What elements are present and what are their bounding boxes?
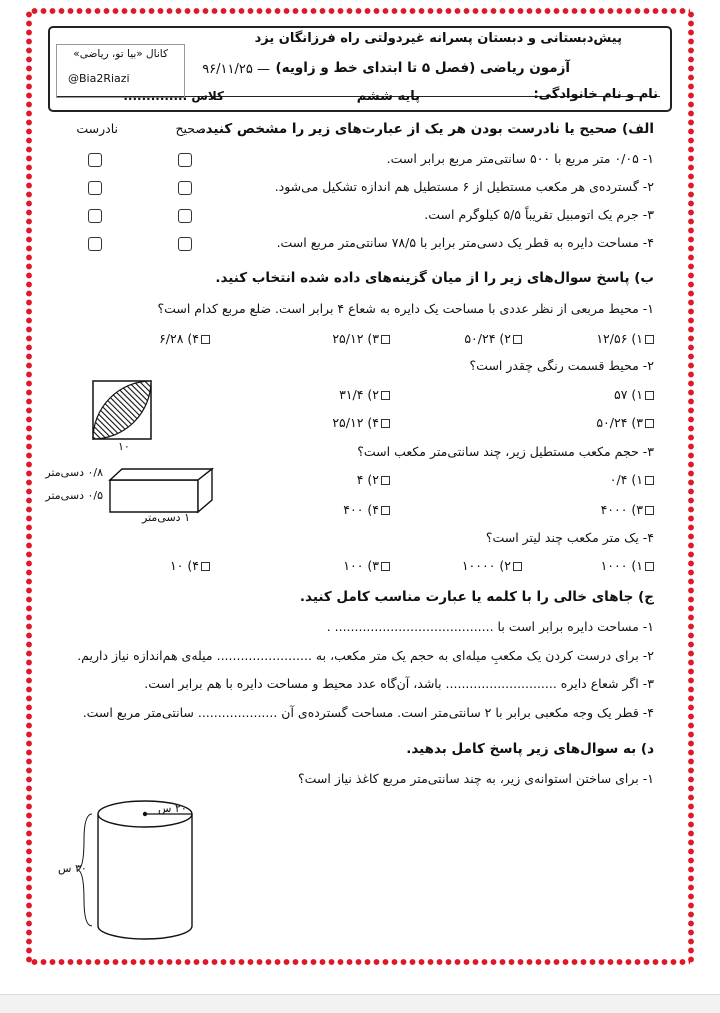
b-q4-text: ۴- یک متر مکعب چند لیتر است؟ xyxy=(485,530,654,545)
left-dot-border xyxy=(24,10,34,965)
option-text: ۳) ۱۰۰ xyxy=(343,558,379,573)
cylinder-height-label: ۳۰ س xyxy=(58,862,87,875)
option-text: ۴) ۴۰۰ xyxy=(343,502,379,517)
option-box[interactable] xyxy=(381,562,390,571)
b-q4-option-3[interactable] xyxy=(343,558,390,573)
b-q2-option-1[interactable] xyxy=(614,387,654,402)
b-q2-option-2[interactable] xyxy=(339,387,390,402)
b-q4-option-2[interactable] xyxy=(462,558,522,573)
a-item-1: ۱- ۰/۰۵ متر مربع با ۵۰۰ سانتی‌متر مربع برابر است. xyxy=(386,151,654,166)
channel-handle: @Bia2Riazi xyxy=(68,72,130,85)
option-text: ۳) ۵۰/۲۴ xyxy=(596,415,643,430)
cylinder-figure xyxy=(76,800,202,950)
a-item-4: ۴- مساحت دایره به قطر یک دسی‌متر برابر با ۷۸/۵ سانتی‌متر مربع است. xyxy=(276,235,654,250)
option-text: ۱) ۱۲/۵۶ xyxy=(596,331,643,346)
cuboid-length-label: ۱ دسی‌متر xyxy=(142,511,190,524)
option-text: ۳) ۲۵/۱۲ xyxy=(332,331,379,346)
a3-false-checkbox[interactable] xyxy=(88,209,102,223)
b-q2-option-3[interactable] xyxy=(596,415,654,430)
d-q1-text: ۱- برای ساختن استوانه‌ی زیر، به چند سانتی‌متر مربع کاغذ نیاز است؟ xyxy=(297,771,654,786)
lens-side-label: ۱۰ xyxy=(118,440,130,453)
option-box[interactable] xyxy=(645,476,654,485)
b-q1-text: ۱- محیط مربعی از نظر عددی با مساحت یک دایره به شعاع ۴ برابر است. ضلع مربع کدام است؟ xyxy=(157,301,654,316)
exam-title: آزمون ریاضی (فصل ۵ تا ابتدای خط و زاویه) xyxy=(275,60,570,76)
option-box[interactable] xyxy=(381,335,390,344)
a-item-3: ۳- جرم یک اتومبیل تقریباً ۵/۵ کیلوگرم است. xyxy=(424,207,654,222)
cylinder-radius-label: ۲۰ س xyxy=(158,802,187,815)
option-box[interactable] xyxy=(381,391,390,400)
option-box[interactable] xyxy=(381,419,390,428)
b-q3-option-4[interactable] xyxy=(343,502,390,517)
c-item-1: ۱- مساحت دایره برابر است با ........................................ . xyxy=(326,619,654,634)
a2-true-checkbox[interactable] xyxy=(178,181,192,195)
section-d-title: د) به سوال‌های زیر پاسخ کامل بدهید. xyxy=(406,741,654,757)
option-text: ۴) ۱۰ xyxy=(169,558,199,573)
cuboid-depth-label: ۰/۵ دسی‌متر xyxy=(45,489,103,502)
option-text: ۲) ۱۰۰۰۰ xyxy=(461,558,511,573)
b-q1-option-4[interactable] xyxy=(159,331,210,346)
option-box[interactable] xyxy=(381,476,390,485)
option-box[interactable] xyxy=(513,562,522,571)
option-text: ۲) ۳۱/۴ xyxy=(339,387,379,402)
school-name: پیش‌دبستانی و دبستان پسرانه غیردولتی راه فرزانگان یزد xyxy=(254,31,622,46)
b-q1-option-3[interactable] xyxy=(332,331,390,346)
b-q3-text: ۳- حجم مکعب مستطیل زیر، چند سانتی‌متر مکعب است؟ xyxy=(357,444,654,459)
channel-name: کانال «بیا تو، ریاضی» xyxy=(73,48,168,60)
bottom-dot-border xyxy=(30,957,690,967)
b-q3-option-3[interactable] xyxy=(601,502,654,517)
option-text: ۱) ۱۰۰۰ xyxy=(600,558,643,573)
b-q2-option-4[interactable] xyxy=(332,415,390,430)
option-box[interactable] xyxy=(645,562,654,571)
b-q4-option-1[interactable] xyxy=(601,558,654,573)
section-c-title: ج) جاهای خالی را با کلمه یا عبارت مناسب کامل کنید. xyxy=(299,589,654,605)
option-box[interactable] xyxy=(201,562,210,571)
a4-false-checkbox[interactable] xyxy=(88,237,102,251)
c-item-3: ۳- اگر شعاع دایره ............................ باشد، آن‌گاه عدد محیط و مساحت دایره با هم برابر است. xyxy=(144,676,654,691)
shaded-lens-figure xyxy=(92,380,152,440)
a1-false-checkbox[interactable] xyxy=(88,153,102,167)
class-label: کلاس .............. xyxy=(123,89,224,103)
option-text: ۳) ۴۰۰۰ xyxy=(600,502,643,517)
b-q1-option-1[interactable] xyxy=(596,331,654,346)
option-text: ۲) ۵۰/۲۴ xyxy=(464,331,511,346)
col-false-label: نادرست xyxy=(76,121,118,136)
col-true-label: صحیح xyxy=(175,121,206,136)
cuboid-figure xyxy=(108,466,220,516)
exam-date: — ۹۶/۱۱/۲۵ xyxy=(202,62,270,77)
c-item-2: ۲- برای درست کردن یک مکعبِ میله‌ای به حجم یک متر مکعب، به ........................ میله‌ی هم‌اندازه نیاز داریم. xyxy=(77,648,654,663)
a-item-2: ۲- گسترده‌ی هر مکعب مستطیل از ۶ مستطیل هم اندازه تشکیل می‌شود. xyxy=(274,179,654,194)
a4-true-checkbox[interactable] xyxy=(178,237,192,251)
section-b-title: ب) پاسخ سوال‌های زیر را از میان گزینه‌های داده شده انتخاب کنید. xyxy=(215,270,654,286)
option-box[interactable] xyxy=(645,391,654,400)
b-q3-option-2[interactable] xyxy=(357,472,390,487)
b-q1-option-2[interactable] xyxy=(464,331,522,346)
b-q3-option-1[interactable] xyxy=(610,472,654,487)
option-box[interactable] xyxy=(645,335,654,344)
top-dot-border xyxy=(30,6,690,16)
option-box[interactable] xyxy=(513,335,522,344)
a3-true-checkbox[interactable] xyxy=(178,209,192,223)
a1-true-checkbox[interactable] xyxy=(178,153,192,167)
a2-false-checkbox[interactable] xyxy=(88,181,102,195)
right-dot-border xyxy=(686,10,696,965)
b-q2-text: ۲- محیط قسمت رنگی چقدر است؟ xyxy=(469,358,654,373)
b-q4-option-4[interactable] xyxy=(170,558,210,573)
option-text: ۲) ۴ xyxy=(356,472,379,487)
option-text: ۱) ۵۷ xyxy=(613,387,643,402)
section-a-title: الف) صحیح یا نادرست بودن هر یک از عبارت‌های زیر را مشخص کنید. xyxy=(200,121,654,137)
option-box[interactable] xyxy=(381,506,390,515)
option-box[interactable] xyxy=(645,506,654,515)
option-text: ۴) ۶/۲۸ xyxy=(159,331,199,346)
option-box[interactable] xyxy=(201,335,210,344)
option-text: ۱) ۰/۴ xyxy=(609,472,643,487)
option-text: ۴) ۲۵/۱۲ xyxy=(332,415,379,430)
cuboid-height-label: ۰/۸ دسی‌متر xyxy=(45,466,103,479)
c-item-4: ۴- قطر یک وجه مکعبی برابر با ۲ سانتی‌متر است. مساحت گسترده‌ی آن .................... سانتی‌متر مربع است. xyxy=(82,705,654,720)
footer-strip xyxy=(0,994,720,1013)
grade-label: پایه ششم xyxy=(356,89,420,104)
name-label: نام و نام خانوادگی: xyxy=(533,87,658,102)
option-box[interactable] xyxy=(645,419,654,428)
